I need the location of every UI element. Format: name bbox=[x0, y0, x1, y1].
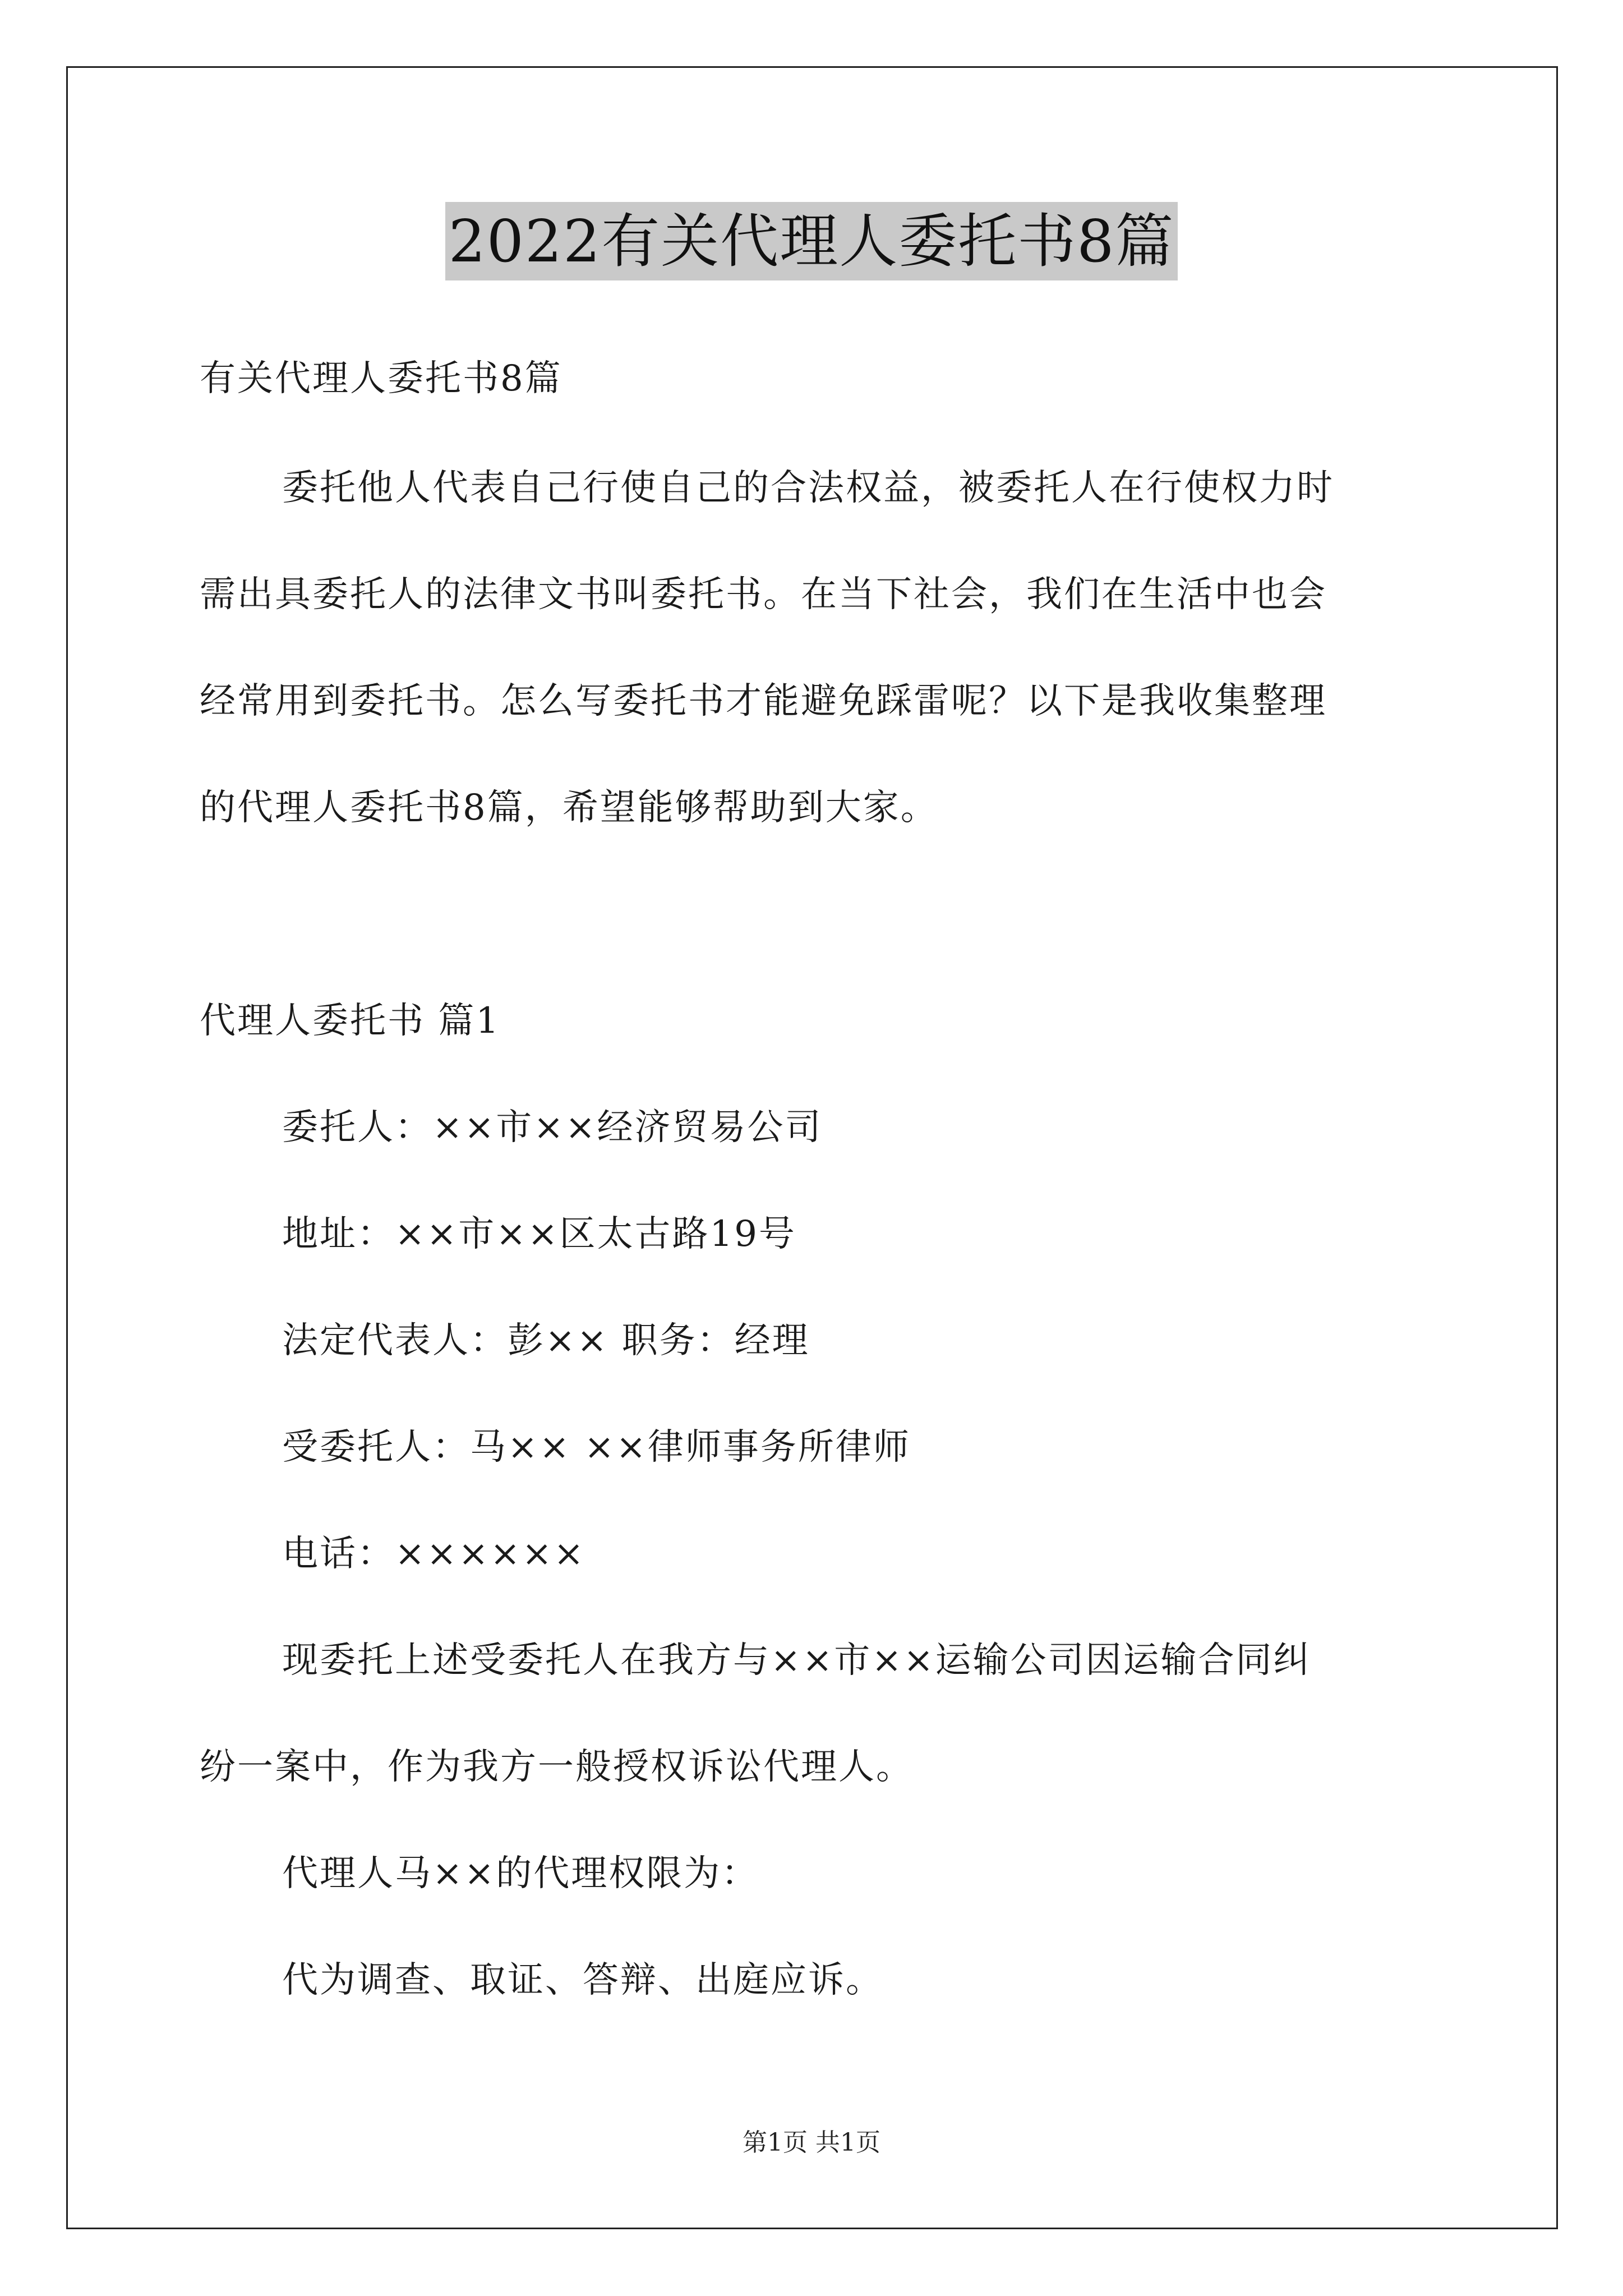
entrust-paragraph-line: 现委托上述受委托人在我方与××市××运输公司因运输合同纠 bbox=[282, 1640, 1311, 1681]
document-subtitle: 有关代理人委托书8篇 bbox=[200, 358, 562, 399]
intro-paragraph-line: 委托他人代表自己行使自己的合法权益，被委托人在行使权力时 bbox=[282, 467, 1334, 509]
intro-paragraph-line: 的代理人委托书8篇，希望能够帮助到大家。 bbox=[200, 787, 938, 829]
principal-line: 委托人：××市××经济贸易公司 bbox=[282, 1107, 823, 1148]
phone-line: 电话：×××××× bbox=[282, 1533, 585, 1575]
intro-paragraph-line: 经常用到委托书。怎么写委托书才能避免踩雷呢？以下是我收集整理 bbox=[200, 680, 1327, 722]
address-line: 地址：××市××区太古路19号 bbox=[282, 1213, 796, 1255]
entrust-paragraph-line: 纷一案中，作为我方一般授权诉讼代理人。 bbox=[200, 1746, 914, 1788]
authority-items: 代为调查、取证、答辩、出庭应诉。 bbox=[282, 1959, 883, 2001]
title-container bbox=[0, 202, 1623, 280]
agent-line: 受委托人：马×× ××律师事务所律师 bbox=[282, 1427, 911, 1468]
page-footer: 第1页 共1页 bbox=[743, 2128, 880, 2157]
intro-paragraph-line: 需出具委托人的法律文书叫委托书。在当下社会，我们在生活中也会 bbox=[200, 574, 1327, 615]
authority-label: 代理人马××的代理权限为： bbox=[282, 1853, 759, 1894]
document-title: 2022有关代理人委托书8篇 bbox=[445, 202, 1178, 280]
legal-representative-line: 法定代表人：彭×× 职务：经理 bbox=[282, 1320, 810, 1361]
section-heading: 代理人委托书 篇1 bbox=[200, 1000, 501, 1042]
